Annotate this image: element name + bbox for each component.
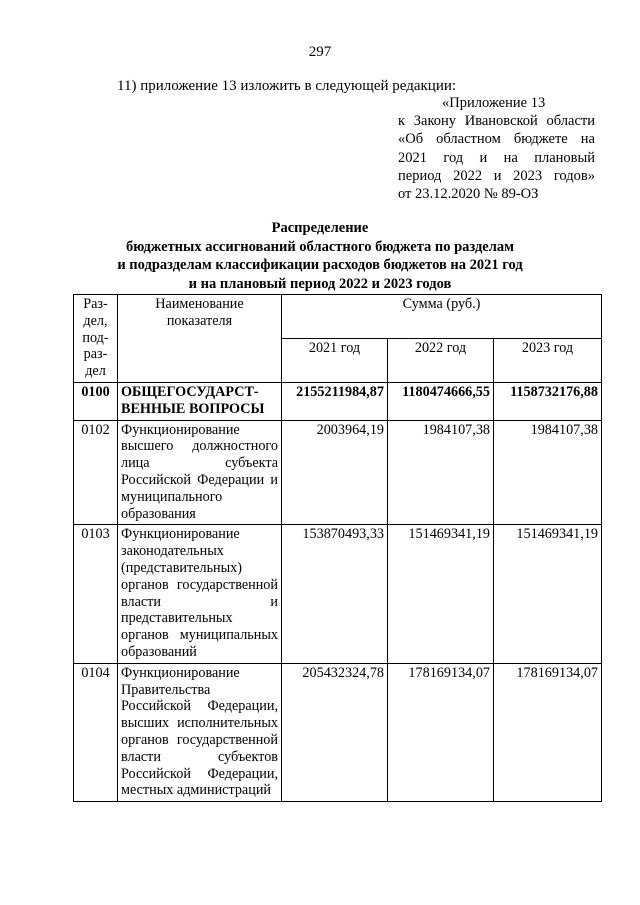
row-value-2021: 153870493,33 xyxy=(282,525,388,663)
header-sum: Сумма (руб.) xyxy=(282,295,602,339)
table-row xyxy=(74,420,602,525)
header-name: Наименование показателя xyxy=(118,295,282,383)
title-line: и подразделам классификации расходов бюджетов на 2021 год xyxy=(117,257,523,274)
row-code: 0103 xyxy=(74,525,118,663)
appendix-ref-line: от 23.12.2020 № 89-ОЗ xyxy=(398,186,539,203)
table-row xyxy=(74,525,602,663)
title-line: и на плановый период 2022 и 2023 годов xyxy=(188,275,452,292)
row-value-2023: 1158732176,88 xyxy=(494,382,602,420)
row-code: 0104 xyxy=(74,663,118,801)
appendix-ref-line: период 2022 и 2023 годов» xyxy=(398,167,595,184)
title-line: Распределение xyxy=(271,220,369,236)
table-header-row xyxy=(74,295,602,339)
header-year-2022: 2022 год xyxy=(388,338,494,382)
amendment-intro: 11) приложение 13 изложить в следующей редакции: xyxy=(117,78,457,94)
table-row xyxy=(74,663,602,801)
row-value-2022: 1180474666,55 xyxy=(388,382,494,420)
header-code: Раз-дел, под-раз-дел xyxy=(74,295,118,383)
header-year-2021: 2021 год xyxy=(282,338,388,382)
row-name: Функционирование высшего должностного лица субъекта Российской Федерации и муниципального образования xyxy=(118,420,282,525)
budget-table xyxy=(73,294,602,802)
row-name: Функционирование законодательных (представительных) органов государственной власти и представительных органов муниципальных образований xyxy=(118,525,282,663)
row-value-2023: 178169134,07 xyxy=(494,663,602,801)
row-code: 0102 xyxy=(74,420,118,525)
row-value-2023: 1984107,38 xyxy=(494,420,602,525)
document-title xyxy=(60,219,580,293)
row-name: ОБЩЕГОСУДАРСТ-ВЕННЫЕ ВОПРОСЫ xyxy=(118,382,282,420)
row-value-2022: 151469341,19 xyxy=(388,525,494,663)
row-value-2021: 2155211984,87 xyxy=(282,382,388,420)
appendix-ref-line: «Приложение 13 xyxy=(442,95,546,111)
appendix-reference xyxy=(398,94,595,203)
row-value-2021: 205432324,78 xyxy=(282,663,388,801)
row-value-2022: 1984107,38 xyxy=(388,420,494,525)
row-code: 0100 xyxy=(74,382,118,420)
appendix-ref-line: к Закону Ивановской области xyxy=(398,113,595,130)
page-number: 297 xyxy=(308,44,332,60)
table-row xyxy=(74,382,602,420)
row-value-2021: 2003964,19 xyxy=(282,420,388,525)
row-value-2022: 178169134,07 xyxy=(388,663,494,801)
appendix-ref-line: «Об областном бюджете на xyxy=(398,131,595,148)
row-value-2023: 151469341,19 xyxy=(494,525,602,663)
row-name: Функционирование Правительства Российской Федерации, высших исполнительных органов государственной власти субъектов Российской Федерации, местных администраций xyxy=(118,663,282,801)
header-year-2023: 2023 год xyxy=(494,338,602,382)
title-line: бюджетных ассигнований областного бюджета по разделам xyxy=(125,238,515,255)
appendix-ref-line: 2021 год и на плановый xyxy=(398,149,595,166)
